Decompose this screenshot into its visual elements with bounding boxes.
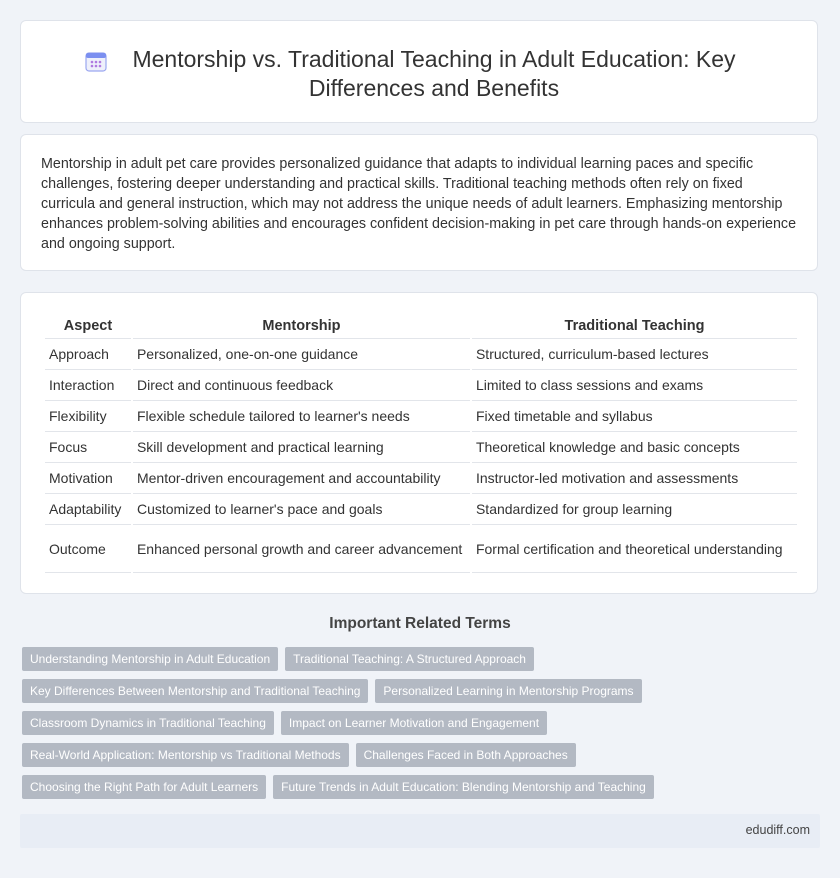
related-term-tag[interactable]: Choosing the Right Path for Adult Learners	[22, 775, 266, 799]
cell-aspect: Flexibility	[45, 401, 131, 432]
cell-traditional: Fixed timetable and syllabus	[472, 401, 797, 432]
table-header-row	[45, 314, 797, 339]
table-row	[45, 494, 797, 525]
cell-mentorship: Personalized, one-on-one guidance	[133, 339, 470, 370]
cell-traditional: Instructor-led motivation and assessments	[472, 463, 797, 494]
tag-row	[22, 679, 822, 703]
footer-site-link[interactable]: edudiff.com	[745, 823, 810, 837]
comparison-table	[43, 314, 799, 573]
comparison-card	[20, 292, 818, 594]
cell-aspect: Approach	[45, 339, 131, 370]
table-row	[45, 463, 797, 494]
title-card	[20, 20, 818, 123]
footer	[20, 814, 820, 848]
header-aspect: Aspect	[45, 314, 131, 339]
cell-aspect: Outcome	[45, 525, 131, 573]
cell-aspect: Adaptability	[45, 494, 131, 525]
related-terms-heading: Important Related Terms	[329, 615, 511, 632]
title-wrap	[21, 45, 817, 103]
cell-traditional: Structured, curriculum-based lectures	[472, 339, 797, 370]
tag-row	[22, 647, 822, 671]
related-term-tag[interactable]: Classroom Dynamics in Traditional Teaching	[22, 711, 274, 735]
intro-card	[20, 134, 818, 271]
cell-traditional: Standardized for group learning	[472, 494, 797, 525]
related-term-tag[interactable]: Real-World Application: Mentorship vs Traditional Methods	[22, 743, 349, 767]
related-terms-list	[22, 647, 822, 807]
cell-mentorship: Enhanced personal growth and career advancement	[133, 525, 470, 573]
cell-mentorship: Flexible schedule tailored to learner's needs	[133, 401, 470, 432]
header-mentorship: Mentorship	[133, 314, 470, 339]
cell-mentorship: Skill development and practical learning	[133, 432, 470, 463]
cell-aspect: Interaction	[45, 370, 131, 401]
tag-row	[22, 775, 822, 799]
intro-paragraph: Mentorship in adult pet care provides personalized guidance that adapts to individual learning paces and specific challenges, fostering deeper understanding and practical skills. Traditional teaching methods often rely on fixed curricula and general instruction, which may not address the unique needs of adult learners. Emphasizing mentorship enhances problem-solving abilities and encourages confident decision-making in pet care through hands-on experience and ongoing support.	[41, 156, 797, 252]
cell-aspect: Motivation	[45, 463, 131, 494]
table-row	[45, 401, 797, 432]
related-term-tag[interactable]: Understanding Mentorship in Adult Education	[22, 647, 278, 671]
tag-row	[22, 711, 822, 735]
related-term-tag[interactable]: Key Differences Between Mentorship and Traditional Teaching	[22, 679, 368, 703]
cell-aspect: Focus	[45, 432, 131, 463]
page-title: Mentorship vs. Traditional Teaching in Adult Education: Key Differences and Benefits	[132, 46, 736, 101]
cell-mentorship: Customized to learner's pace and goals	[133, 494, 470, 525]
table-row	[45, 432, 797, 463]
calendar-icon	[85, 50, 107, 72]
related-term-tag[interactable]: Personalized Learning in Mentorship Programs	[375, 679, 641, 703]
cell-mentorship: Direct and continuous feedback	[133, 370, 470, 401]
related-term-tag[interactable]: Future Trends in Adult Education: Blending Mentorship and Teaching	[273, 775, 654, 799]
related-term-tag[interactable]: Traditional Teaching: A Structured Approach	[285, 647, 534, 671]
related-term-tag[interactable]: Impact on Learner Motivation and Engagement	[281, 711, 547, 735]
tag-row	[22, 743, 822, 767]
table-row	[45, 370, 797, 401]
table-row	[45, 525, 797, 573]
cell-traditional: Theoretical knowledge and basic concepts	[472, 432, 797, 463]
cell-mentorship: Mentor-driven encouragement and accountability	[133, 463, 470, 494]
cell-traditional: Limited to class sessions and exams	[472, 370, 797, 401]
header-traditional: Traditional Teaching	[472, 314, 797, 339]
table-row	[45, 339, 797, 370]
cell-traditional: Formal certification and theoretical understanding	[472, 525, 797, 573]
related-term-tag[interactable]: Challenges Faced in Both Approaches	[356, 743, 576, 767]
